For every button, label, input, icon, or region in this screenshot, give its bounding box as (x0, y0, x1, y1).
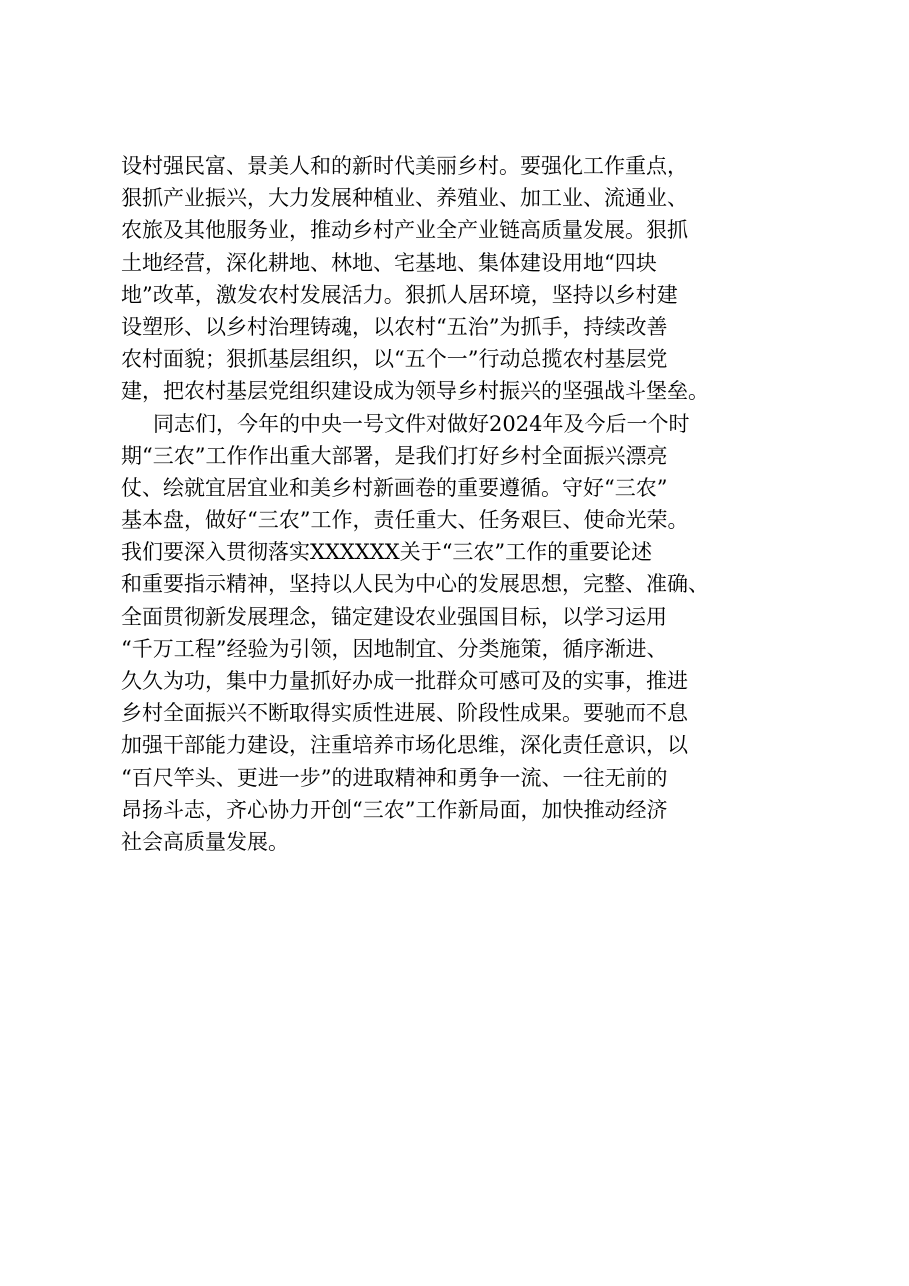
paragraph-1 (121, 150, 801, 408)
text-line: “百尺竿头、更进一步”的进取精神和勇争一流、一往无前的 (121, 765, 668, 790)
text-line: 和重要指示精神，坚持以人民为中心的发展思想，完整、准确、 (121, 572, 709, 597)
text-line: 全面贯彻新发展理念，锚定建设农业强国目标，以学习运用 (121, 604, 667, 629)
text-line: 设村强民富、景美人和的新时代美丽乡村。要强化工作重点， (121, 154, 688, 178)
text-line: 仗、绘就宜居宜业和美乡村新画卷的重要遵循。守好“三农” (121, 475, 668, 500)
text-line: 设塑形、以乡村治理铸魂，以农村“五治”为抓手，持续改善 (121, 314, 668, 339)
text-line: 农村面貌；狠抓基层组织，以“五个一”行动总揽农村基层党 (121, 347, 668, 372)
text-line: 期“三农”工作作出重大部署，是我们打好乡村全面振兴漂亮 (121, 443, 668, 468)
document-body (121, 150, 801, 858)
text-line: 昂扬斗志，齐心协力开创“三农”工作新局面，加快推动经济 (121, 797, 668, 822)
text-line: 土地经营，深化耕地、林地、宅基地、集体建设用地“四块 (121, 250, 657, 275)
text-line: 社会高质量发展。 (121, 829, 289, 854)
text-line: 加强干部能力建设，注重培养市场化思维，深化责任意识，以 (121, 733, 688, 758)
paragraph-2 (121, 408, 801, 859)
text-line: 同志们，今年的中央一号文件对做好2024年及今后一个时 (153, 411, 690, 436)
text-line: “千万工程”经验为引领，因地制宜、分类施策，循序渐进、 (121, 636, 668, 661)
text-line: 基本盘，做好“三农”工作，责任重大、任务艰巨、使命光荣。 (121, 508, 689, 533)
text-line: 狠抓产业振兴，大力发展种植业、养殖业、加工业、流通业、 (121, 186, 688, 211)
text-line: 农旅及其他服务业，推动乡村产业全产业链高质量发展。狠抓 (121, 218, 688, 243)
text-line: 我们要深入贯彻落实XXXXXX关于“三农”工作的重要论述 (121, 540, 653, 565)
text-line: 地”改革，激发农村发展活力。狠抓人居环境，坚持以乡村建 (121, 282, 678, 307)
text-line: 久久为功，集中力量抓好办成一批群众可感可及的实事，推进 (121, 669, 688, 693)
text-line: 建，把农村基层党组织建设成为领导乡村振兴的坚强战斗堡垒。 (121, 379, 709, 404)
text-line: 乡村全面振兴不断取得实质性进展、阶段性成果。要驰而不息 (121, 701, 688, 726)
